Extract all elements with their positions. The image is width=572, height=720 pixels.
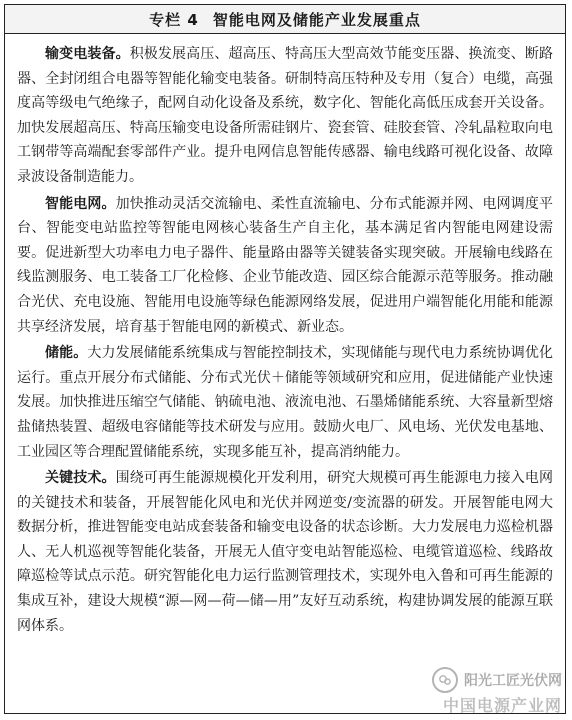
column-label: 专栏 4: [149, 10, 199, 29]
paragraph-power-equipment: [17, 42, 553, 190]
column-title: 智能电网及储能产业发展重点: [212, 10, 421, 29]
paragraph-lead: 储能。: [45, 345, 88, 362]
paragraph-lead: 智能电网。: [45, 195, 116, 212]
paragraph-text: 大力发展储能系统集成与智能控制技术，实现储能与现代电力系统协调优化运行。重点开展分布式储能、分布式光伏＋储能等领域研究和应用，促进储能产业快速发展。加快推进压缩空气储能、钠硫电池、液流电池、石墨烯储能系统、大容量新型熔盐储热装置、超级电容储能等技术研发与应用。鼓励火电厂、风电场、光伏发电基地、工业园区等合理配置储能系统，实现多能互补，提高消纳能力。: [17, 345, 553, 460]
watermark-line1: 阳光工匠光伏网: [464, 673, 562, 689]
watermark: [432, 667, 562, 716]
paragraph-key-technology: [17, 466, 553, 638]
paragraph-text: 积极发展高压、超高压、特高压大型高效节能变压器、换流变、断路器、全封闭组合电器等智能化输变电装备。研制特高压特种及专用（复合）电缆，高强度高等级电气绝缘子，配网自动化设备及系统，数字化、智能化高低压成套开关设备。加快发展超高压、特高压输变电设备所需硅钢片、瓷套管、硅胶套管、冷轧晶粒取向电工钢带等高端配套零部件产业。提升电网信息智能传感器、输电线路可视化设备、故障录波设备制造能力。: [17, 46, 554, 185]
paragraph-smart-grid: [17, 192, 553, 340]
paragraph-energy-storage: [17, 341, 553, 464]
column-content: [5, 34, 565, 638]
watermark-row: [432, 667, 562, 693]
column-box: [4, 4, 566, 714]
paragraph-text: 围绕可再生能源规模化开发利用，研究大规模可再生能源电力接入电网的关键技术和装备，开展智能化风电和光伏并网逆变/变流器的研发。开展智能电网大数据分析，推进智能变电站成套装备和输变电设备的状态诊断。大力发展电力巡检机器人、无人机巡视等智能化装备，开展无人值守变电站智能巡检、电缆管道巡检、线路故障巡检等试点示范。研究智能化电力运行监测管理技术，实现外电入鲁和可再生能源的集成互补，建设大规模“源—网—荷—储—用”友好互动系统，构建协调发展的能源互联网体系。: [17, 470, 554, 634]
watermark-line2: 中国电源产业网: [442, 696, 562, 715]
column-header: [5, 5, 565, 34]
wechat-icon: [432, 667, 458, 693]
paragraph-lead: 关键技术。: [45, 470, 116, 487]
paragraph-text: 加快推动灵活交流输电、柔性直流输电、分布式能源并网、电网调度平台、智能变电站监控等智能电网核心装备生产自主化，基本满足省内智能电网建设需要。促进新型大功率电力电子器件、能量路由器等关键装备实现突破。开展输电线路在线监测服务、电工装备工厂化检修、企业节能改造、园区综合能源示范等服务。推动融合光伏、充电设施、智能用电设施等绿色能源网络发展，促进用户端智能化用能和能源共享经济发展，培育基于智能电网的新模式、新业态。: [17, 195, 554, 335]
paragraph-lead: 输变电装备。: [45, 46, 130, 62]
